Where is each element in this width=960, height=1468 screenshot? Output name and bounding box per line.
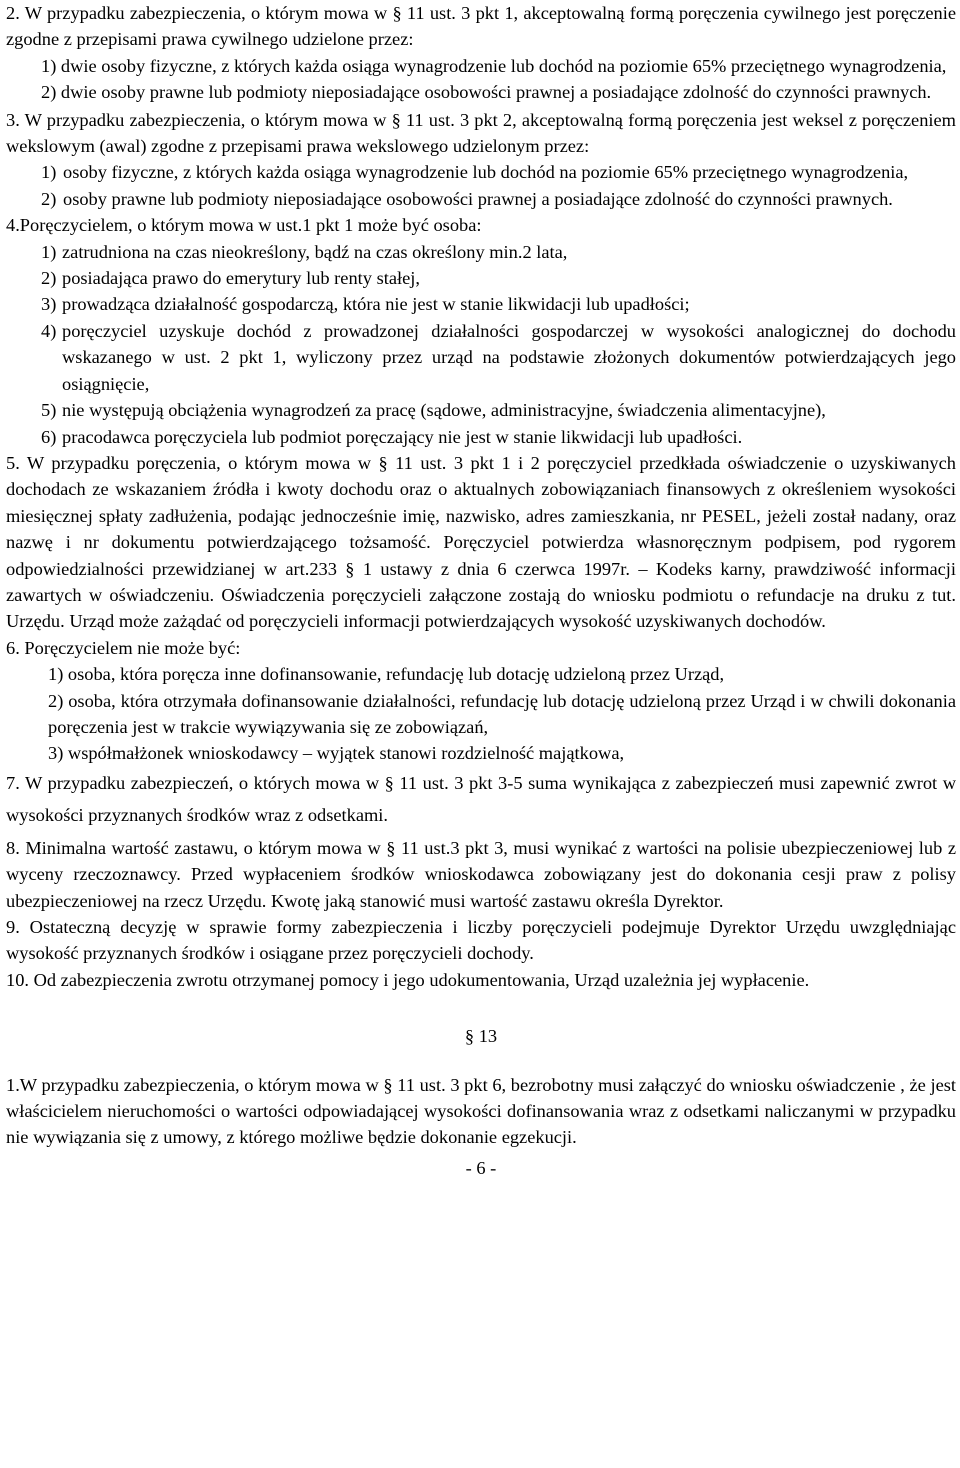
document-page <box>6 0 956 1181</box>
paragraph-7: 7. W przypadku zabezpieczeń, o których mowa w § 11 ust. 3 pkt 3-5 suma wynikająca z zabezpieczeń musi zapewnić zwrot w wysokości przyznanych środków wraz z odsetkami. <box>6 772 956 825</box>
paragraph-6-item-3: 3) współmałżonek wnioskodawcy – wyjątek stanowi rozdzielność majątkowa, <box>48 743 625 764</box>
list-text: poręczyciel uzyskuje dochód z prowadzonej działalności gospodarczej w wysokości analogicznej do dochodu wskazanego w ust. 2 pkt 1, wyliczony przez urząd na podstawie złożonych dokumentów potwierdzających jego osiągnięcie, <box>62 320 956 394</box>
list-number: 3) <box>41 294 57 315</box>
paragraph-2-item-2: 2) dwie osoby prawne lub podmioty nieposiadające osobowości prawnej a posiadające zdolność do czynności prawnych. <box>41 82 932 103</box>
list-text: nie występują obciążenia wynagrodzeń za pracę (sądowe, administracyjne, świadczenia alimentacyjne), <box>62 400 826 421</box>
paragraph-4-item-2 <box>6 265 956 291</box>
paragraph-9: 9. Ostateczną decyzję w sprawie formy zabezpieczenia i liczby poręczycieli podejmuje Dyrektor Urzędu uwzględniając wysokość przyznanych środków i osiągane przez poręczycieli dochody. <box>6 917 956 964</box>
paragraph-3-intro: 3. W przypadku zabezpieczenia, o którym mowa w § 11 ust. 3 pkt 2, akceptowalną formą poręczenia jest weksel z poręczeniem wekslowym (awal) zgodne z przepisami prawa wekslowego udzielonym przez: <box>6 109 956 157</box>
paragraph-10: 10. Od zabezpieczenia zwrotu otrzymanej pomocy i jego udokumentowania, Urząd uzależnia jej wypłacenie. <box>6 969 810 990</box>
list-text: posiadająca prawo do emerytury lub renty stałej, <box>62 268 420 289</box>
list-text: prowadząca działalność gospodarczą, która nie jest w stanie likwidacji lub upadłości; <box>62 294 690 315</box>
section-13-paragraph-1: 1.W przypadku zabezpieczenia, o którym mowa w § 11 ust. 3 pkt 6, bezrobotny musi załączyć do wniosku oświadczenie , że jest właścicielem nieruchomości o wartości odpowiadającej wysokości dofinansowania wraz z odsetkami naliczanymi w przypadku nie wywiązania się z umowy, z którego możliwe będzie dokonanie egzekucji. <box>6 1074 956 1148</box>
section-title: § 13 <box>464 1026 498 1047</box>
paragraph-4-intro: 4.Poręczycielem, o którym mowa w ust.1 pkt 1 może być osoba: <box>6 215 482 236</box>
paragraph-4-item-4 <box>6 318 956 397</box>
paragraph-6-intro: 6. Poręczycielem nie może być: <box>6 637 241 658</box>
paragraph-4-item-1 <box>6 239 956 265</box>
list-number: 1) <box>41 162 57 183</box>
paragraph-8: 8. Minimalna wartość zastawu, o którym mowa w § 11 ust.3 pkt 3, musi wynikać z wartości na polisie ubezpieczeniowej lub z wyceny rzeczoznawcy. Przed wypłaceniem środków wnioskodawca zobowiązany jest do dokonania cesji praw z polisy ubezpieczeniowej na rzecz Urzędu. Kwotę jaką stanowić musi wartość zastawu określa Dyrektor. <box>6 837 956 911</box>
paragraph-6-item-1: 1) osoba, która poręcza inne dofinansowanie, refundację lub dotację udzieloną przez Urząd, <box>48 664 725 685</box>
paragraph-3-item-2 <box>6 186 956 212</box>
list-text: osoby fizyczne, z których każda osiąga wynagrodzenie lub dochód na poziomie 65% przeciętnego wynagrodzenia, <box>63 162 909 183</box>
paragraph-2-item-1: 1) dwie osoby fizyczne, z których każda osiąga wynagrodzenie lub dochód na poziomie 65% przeciętnego wynagrodzenia, <box>41 55 947 76</box>
paragraph-5: 5. W przypadku poręczenia, o którym mowa w § 11 ust. 3 pkt 1 i 2 poręczyciel przedkłada oświadczenie o uzyskiwanych dochodach ze wskazaniem źródła i kwoty dochodu oraz o aktualnych zobowiązaniach finansowych z określeniem wysokości miesięcznej spłaty zadłużenia, podając jednocześnie imię, nazwisko, adres zamieszkania, nr PESEL, jeżeli został nadany, oraz nazwę i nr dokumentu potwierdzającego tożsamość. Poręczyciel potwierdza własnoręcznym podpisem, pod rygorem odpowiedzialności przewidzianej w art.233 § 1 ustawy z dnia 6 czerwca 1997r. – Kodeks karny, prawdziwość informacji zawartych w oświadczeniu. Oświadczenia poręczycieli załączone zostają do wniosku podmiotu o refundacje na druku z tut. Urzędu. Urząd może zażądać od poręczycieli informacji potwierdzających wysokość uzyskiwanych dochodów. <box>6 452 956 632</box>
list-number: 1) <box>41 241 57 262</box>
list-text: zatrudniona na czas nieokreślony, bądź na czas określony min.2 lata, <box>62 241 568 262</box>
page-number: - 6 - <box>465 1157 497 1178</box>
paragraph-4-item-3 <box>6 291 956 317</box>
list-number: 2) <box>41 188 57 209</box>
list-number: 2) <box>41 268 57 289</box>
paragraph-4-item-6 <box>6 424 956 450</box>
list-text: pracodawca poręczyciela lub podmiot poręczający nie jest w stanie likwidacji lub upadłości. <box>62 426 743 447</box>
list-number: 4) <box>41 320 57 341</box>
paragraph-2-intro: 2. W przypadku zabezpieczenia, o którym mowa w § 11 ust. 3 pkt 1, akceptowalną formą poręczenia cywilnego jest poręczenie zgodne z przepisami prawa cywilnego udzielone przez: <box>6 3 956 50</box>
list-text: osoby prawne lub podmioty nieposiadające osobowości prawnej a posiadające zdolność do czynności prawnych. <box>63 188 893 209</box>
paragraph-6-item-2: 2) osoba, która otrzymała dofinansowanie działalności, refundację lub dotację udzieloną przez Urząd i w chwili dokonania poręczenia jest w trakcie wywiązywania się ze zobowiązań, <box>48 690 956 737</box>
paragraph-4-item-5 <box>6 397 956 423</box>
list-number: 5) <box>41 400 57 421</box>
list-number: 6) <box>41 426 57 447</box>
paragraph-3-item-1 <box>6 159 956 185</box>
